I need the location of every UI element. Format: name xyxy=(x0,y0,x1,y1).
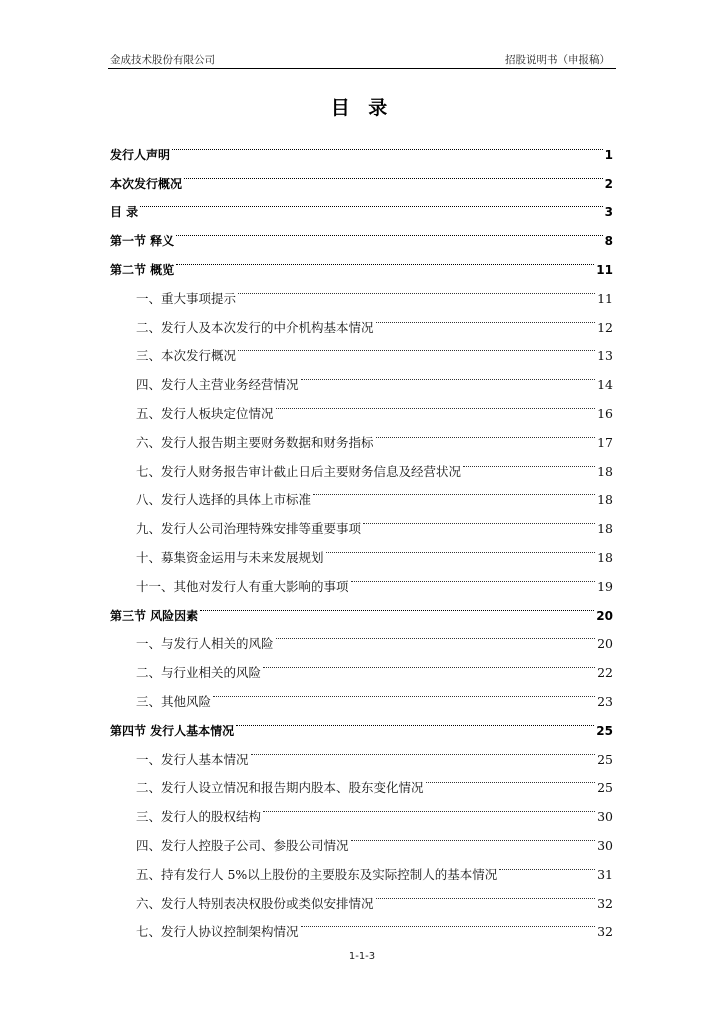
toc-subsection-entry[interactable] xyxy=(110,274,613,306)
toc-entry-page: 23 xyxy=(597,693,613,709)
toc-entry-page: 22 xyxy=(597,665,613,681)
toc-entry-label: 二、发行人设立情况和报告期内股本、股东变化情况 xyxy=(136,780,424,796)
toc-entry-label: 二、发行人及本次发行的中介机构基本情况 xyxy=(136,319,374,335)
toc-entry-page: 30 xyxy=(597,837,613,853)
company-name: 金成技术股份有限公司 xyxy=(110,54,215,66)
toc-entry-page: 13 xyxy=(597,348,613,364)
toc-entry-label: 第三节 风险因素 xyxy=(110,608,199,623)
toc-entry-label: 十一、其他对发行人有重大影响的事项 xyxy=(136,578,349,594)
toc-entry-page: 32 xyxy=(597,924,613,940)
toc-leader-dots xyxy=(200,591,594,620)
header-divider xyxy=(108,68,616,69)
page-title: 目 录 xyxy=(330,97,394,119)
toc-entry-label: 九、发行人公司治理特殊安排等重要事项 xyxy=(136,521,362,537)
toc-entry-label: 五、发行人板块定位情况 xyxy=(136,405,274,421)
toc-entry-page: 25 xyxy=(596,723,613,738)
toc-leader-dots xyxy=(263,792,595,821)
toc-entry-page: 1 xyxy=(604,147,613,162)
toc-entry-page: 32 xyxy=(597,895,613,911)
toc-entry-page: 19 xyxy=(597,578,613,594)
toc-entry-page: 16 xyxy=(597,405,613,421)
toc-entry-label: 六、发行人特别表决权股份或类似安排情况 xyxy=(136,895,374,911)
toc-entry-page: 30 xyxy=(597,809,613,825)
toc-entry-page: 12 xyxy=(597,319,613,335)
toc-leader-dots xyxy=(176,245,594,274)
page-number: 1-1-3 xyxy=(348,951,376,962)
toc-entry-label: 四、发行人主营业务经营情况 xyxy=(136,377,299,393)
page-footer xyxy=(0,951,724,962)
toc-entry-label: 一、发行人基本情况 xyxy=(136,751,249,767)
toc-entry-label: 三、发行人的股权结构 xyxy=(136,809,262,825)
toc-leader-dots xyxy=(499,850,595,879)
toc-entry-label: 七、发行人财务报告审计截止日后主要财务信息及经营状况 xyxy=(136,463,462,479)
toc-leader-dots xyxy=(376,303,596,332)
toc-entry-label: 本次发行概况 xyxy=(110,176,183,191)
toc-leader-dots xyxy=(213,677,595,706)
toc-leader-dots xyxy=(351,821,596,850)
toc-section-entry[interactable] xyxy=(110,216,613,249)
table-of-contents xyxy=(110,130,613,940)
toc-entry-label: 第四节 发行人基本情况 xyxy=(110,723,235,738)
toc-leader-dots xyxy=(172,130,603,159)
toc-entry-page: 2 xyxy=(604,176,613,191)
toc-entry-label: 三、本次发行概况 xyxy=(136,348,237,364)
toc-leader-dots xyxy=(236,706,594,735)
toc-leader-dots xyxy=(426,764,596,793)
toc-entry-label: 三、其他风险 xyxy=(136,693,212,709)
toc-entry-page: 3 xyxy=(604,205,613,220)
document-type: 招股说明书（申报稿） xyxy=(505,54,610,66)
toc-entry-label: 二、与行业相关的风险 xyxy=(136,665,262,681)
toc-entry-page: 18 xyxy=(597,549,613,565)
toc-section-entry[interactable] xyxy=(110,159,613,191)
toc-entry-page: 18 xyxy=(597,521,613,537)
toc-entry-label: 四、发行人控股子公司、参股公司情况 xyxy=(136,837,349,853)
toc-entry-page: 18 xyxy=(597,492,613,508)
toc-leader-dots xyxy=(140,188,602,217)
toc-leader-dots xyxy=(238,274,595,303)
toc-leader-dots xyxy=(184,159,603,188)
toc-entry-page: 20 xyxy=(596,608,613,623)
toc-entry-page: 11 xyxy=(596,262,613,277)
toc-entry-page: 11 xyxy=(597,290,613,306)
toc-section-entry[interactable] xyxy=(110,130,613,162)
toc-entry-label: 七、发行人协议控制架构情况 xyxy=(136,924,299,940)
toc-leader-dots xyxy=(313,476,595,505)
toc-leader-dots xyxy=(176,216,602,245)
toc-entry-label: 五、持有发行人 5%以上股份的主要股东及实际控制人的基本情况 xyxy=(136,866,498,882)
toc-entry-page: 14 xyxy=(597,377,613,393)
toc-entry-label: 第二节 概览 xyxy=(110,262,175,277)
toc-leader-dots xyxy=(301,360,596,389)
page-header xyxy=(108,50,616,68)
toc-leader-dots xyxy=(351,562,596,591)
toc-entry-label: 一、重大事项提示 xyxy=(136,290,237,306)
toc-leader-dots xyxy=(301,908,596,937)
toc-entry-label: 一、与发行人相关的风险 xyxy=(136,636,274,652)
toc-entry-label: 发行人声明 xyxy=(110,147,171,162)
toc-entry-page: 25 xyxy=(597,751,613,767)
toc-section-entry[interactable] xyxy=(110,245,613,277)
toc-entry-page: 25 xyxy=(597,780,613,796)
toc-entry-label: 目 录 xyxy=(110,205,139,220)
toc-leader-dots xyxy=(326,533,596,562)
toc-entry-label: 六、发行人报告期主要财务数据和财务指标 xyxy=(136,434,374,450)
toc-leader-dots xyxy=(276,620,596,649)
toc-entry-page: 20 xyxy=(597,636,613,652)
toc-section-entry[interactable] xyxy=(110,188,613,220)
toc-leader-dots xyxy=(263,648,595,677)
toc-entry-label: 第一节 释义 xyxy=(110,234,175,249)
toc-entry-label: 八、发行人选择的具体上市标准 xyxy=(136,492,312,508)
toc-leader-dots xyxy=(276,389,596,418)
toc-leader-dots xyxy=(238,332,595,361)
toc-leader-dots xyxy=(376,418,596,447)
toc-leader-dots xyxy=(363,504,595,533)
toc-entry-page: 17 xyxy=(597,434,613,450)
toc-leader-dots xyxy=(251,735,596,764)
toc-entry-page: 8 xyxy=(604,234,613,249)
toc-leader-dots xyxy=(376,879,596,908)
toc-entry-page: 18 xyxy=(597,463,613,479)
toc-leader-dots xyxy=(463,447,595,476)
toc-entry-page: 31 xyxy=(597,866,613,882)
toc-entry-label: 十、募集资金运用与未来发展规划 xyxy=(136,549,324,565)
